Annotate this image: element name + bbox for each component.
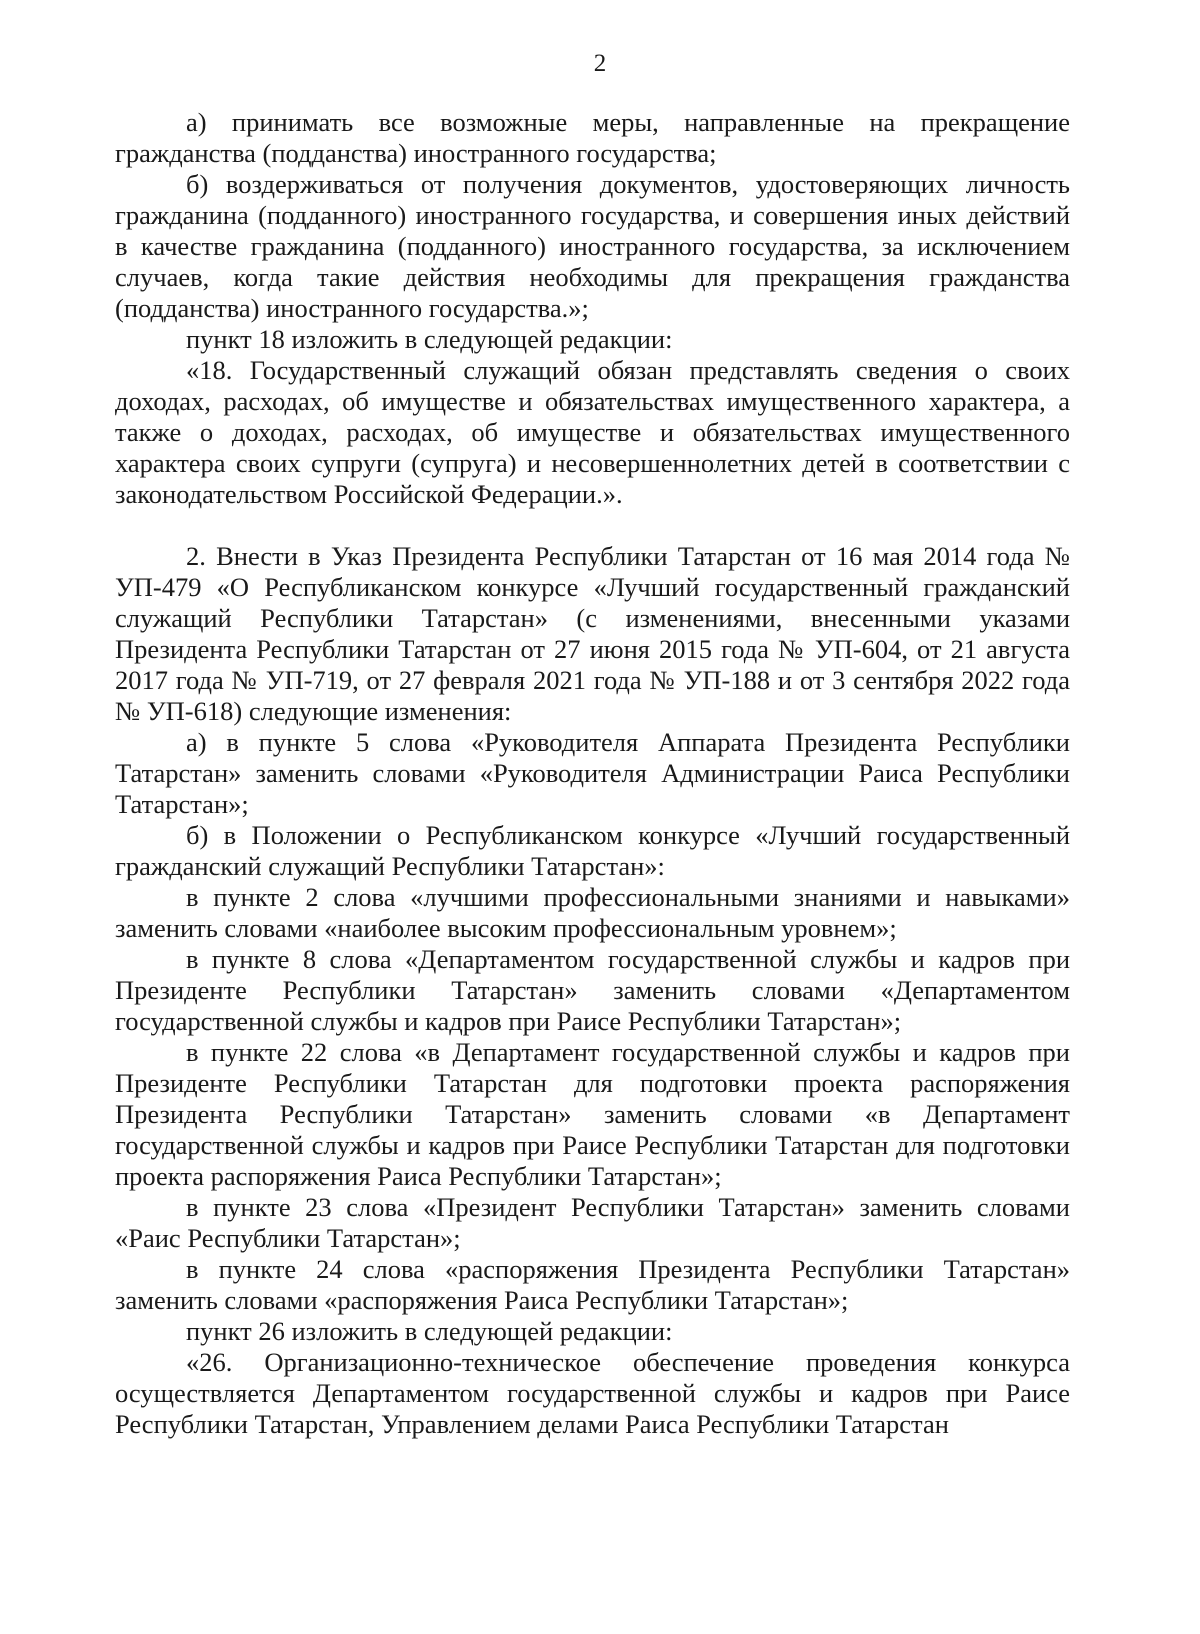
paragraph-item-23: в пункте 23 слова «Президент Республики Татарстан» заменить словами «Раис Республики Татарстан»; (115, 1192, 1070, 1253)
document-body (115, 107, 1070, 1440)
paragraph-b-refrain-documents: б) воздерживаться от получения документов, удостоверяющих личность гражданина (подданного) иностранного государства, и совершения иных действий в качестве гражданина (подданного) иностранного государства, за исключением случаев, когда такие действия необходимы для прекращения гражданства (подданства) иностранного государства.»; (115, 169, 1070, 323)
paragraph-a-renounce-citizenship: а) принимать все возможные меры, направленные на прекращение гражданства (подданства) иностранного государства; (115, 107, 1070, 168)
paragraph-2a-item-5: а) в пункте 5 слова «Руководителя Аппарата Президента Республики Татарстан» заменить словами «Руководителя Администрации Раиса Республики Татарстан»; (115, 727, 1070, 819)
paragraph-item-26-text: «26. Организационно-техническое обеспечение проведения конкурса осуществляется Департаментом государственной службы и кадров при Раисе Республики Татарстан, Управлением делами Раиса Республики Татарстан (115, 1347, 1070, 1439)
paragraph-2b-regulation: б) в Положении о Республиканском конкурсе «Лучший государственный гражданский служащий Республики Татарстан»: (115, 820, 1070, 881)
paragraph-section-2: 2. Внести в Указ Президента Республики Татарстан от 16 мая 2014 года № УП-479 «О Республиканском конкурсе «Лучший государственный гражданский служащий Республики Татарстан» (с изменениями, внесенными указами Президента Республики Татарстан от 27 июня 2015 года № УП-604, от 21 августа 2017 года № УП-719, от 27 февраля 2021 года № УП-188 и от 3 сентября 2022 года № УП-618) следующие изменения: (115, 541, 1070, 726)
paragraph-item-2: в пункте 2 слова «лучшими профессиональными знаниями и навыками» заменить словами «наиболее высоким профессиональным уровнем»; (115, 882, 1070, 943)
paragraph-item-24: в пункте 24 слова «распоряжения Президента Республики Татарстан» заменить словами «распоряжения Раиса Республики Татарстан»; (115, 1254, 1070, 1315)
paragraph-item-22: в пункте 22 слова «в Департамент государственной службы и кадров при Президенте Республики Татарстан для подготовки проекта распоряжения Президента Республики Татарстан» заменить словами «в Департамент государственной службы и кадров при Раисе Республики Татарстан для подготовки проекта распоряжения Раиса Республики Татарстан»; (115, 1037, 1070, 1191)
paragraph-item-18-intro: пункт 18 изложить в следующей редакции: (186, 324, 673, 354)
paragraph-item-26-intro: пункт 26 изложить в следующей редакции: (186, 1316, 673, 1346)
page-number: 2 (593, 50, 607, 77)
paragraph-item-18-text: «18. Государственный служащий обязан представлять сведения о своих доходах, расходах, об имуществе и обязательствах имущественного характера, а также о доходах, расходах, об имуществе и обязательствах имущественного характера своих супруги (супруга) и несовершеннолетних детей в соответствии с законодательством Российской Федерации.». (115, 355, 1070, 509)
paragraph-item-8: в пункте 8 слова «Департаментом государственной службы и кадров при Президенте Республики Татарстан» заменить словами «Департаментом государственной службы и кадров при Раисе Республики Татарстан»; (115, 944, 1070, 1036)
